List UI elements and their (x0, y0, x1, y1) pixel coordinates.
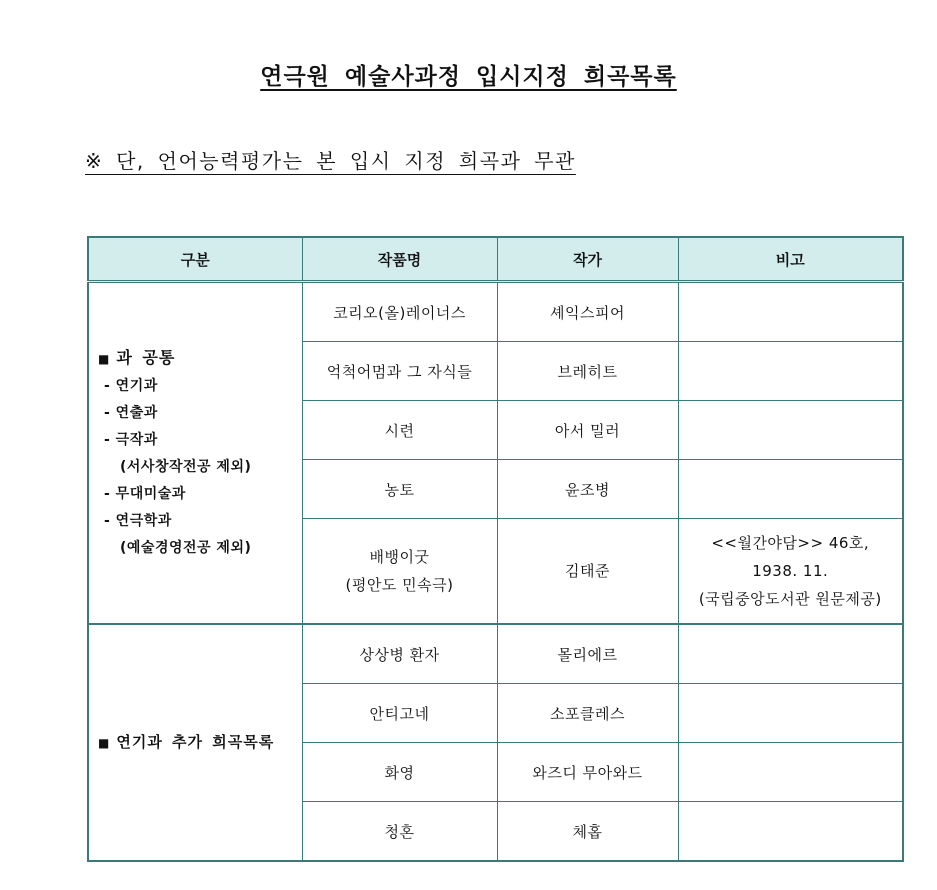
author-name: 소포클레스 (497, 684, 678, 743)
work-title: 화영 (302, 743, 497, 802)
category-sub: - 극작과 (104, 432, 158, 448)
category-sub: - 연극학과 (104, 513, 172, 529)
header-author: 작가 (497, 237, 678, 282)
header-remarks: 비고 (678, 237, 903, 282)
remarks (678, 460, 903, 519)
author-name: 김태준 (497, 519, 678, 625)
author-name: 아서 밀러 (497, 401, 678, 460)
table-row (88, 624, 903, 684)
document-note: ※ 단, 언어능력평가는 본 입시 지정 희곡과 무관 (85, 149, 576, 173)
bullet-square: ■ (98, 735, 111, 750)
author-name: 몰리에르 (497, 624, 678, 684)
document-title: 연극원 예술사과정 입시지정 희곡목록 (260, 64, 677, 90)
author-name: 와즈디 무아와드 (497, 743, 678, 802)
remarks (678, 684, 903, 743)
work-title-main: 배뱅이굿 (369, 548, 430, 566)
header-category: 구분 (88, 237, 302, 282)
remarks-line: <<월간야담>> 46호, (711, 534, 870, 552)
remarks (678, 401, 903, 460)
category-sub: (서사창작전공 제외) (120, 459, 252, 475)
category-acting-additional (88, 624, 302, 861)
remarks (678, 624, 903, 684)
work-title: 상상병 환자 (302, 624, 497, 684)
remarks (678, 519, 903, 625)
work-title: 안티고네 (302, 684, 497, 743)
category-heading: 연기과 추가 희곡목록 (116, 732, 275, 751)
remarks (678, 802, 903, 862)
work-title: 농토 (302, 460, 497, 519)
play-list-table (87, 236, 904, 862)
author-name: 윤조병 (497, 460, 678, 519)
work-title: 시련 (302, 401, 497, 460)
remarks-line: (국립중앙도서관 원문제공) (698, 590, 882, 608)
remarks-line: 1938. 11. (752, 562, 829, 580)
header-work: 작품명 (302, 237, 497, 282)
category-common (88, 282, 302, 625)
work-title: 청혼 (302, 802, 497, 862)
category-sub: (예술경영전공 제외) (120, 540, 252, 556)
work-title: 코리오(올)레이너스 (302, 282, 497, 342)
author-name: 셰익스피어 (497, 282, 678, 342)
author-name: 체홉 (497, 802, 678, 862)
table-header-row (88, 237, 903, 282)
category-sub: - 연기과 (104, 378, 158, 394)
work-title: 억척어멈과 그 자식들 (302, 342, 497, 401)
category-sub: - 무대미술과 (104, 486, 186, 502)
remarks (678, 743, 903, 802)
category-sub: - 연출과 (104, 405, 158, 421)
work-title-sub: (평안도 민속극) (345, 576, 454, 594)
category-heading: 과 공통 (116, 348, 176, 367)
remarks (678, 282, 903, 342)
work-title (302, 519, 497, 625)
remarks (678, 342, 903, 401)
bullet-square: ■ (98, 352, 111, 366)
author-name: 브레히트 (497, 342, 678, 401)
table-row (88, 282, 903, 342)
